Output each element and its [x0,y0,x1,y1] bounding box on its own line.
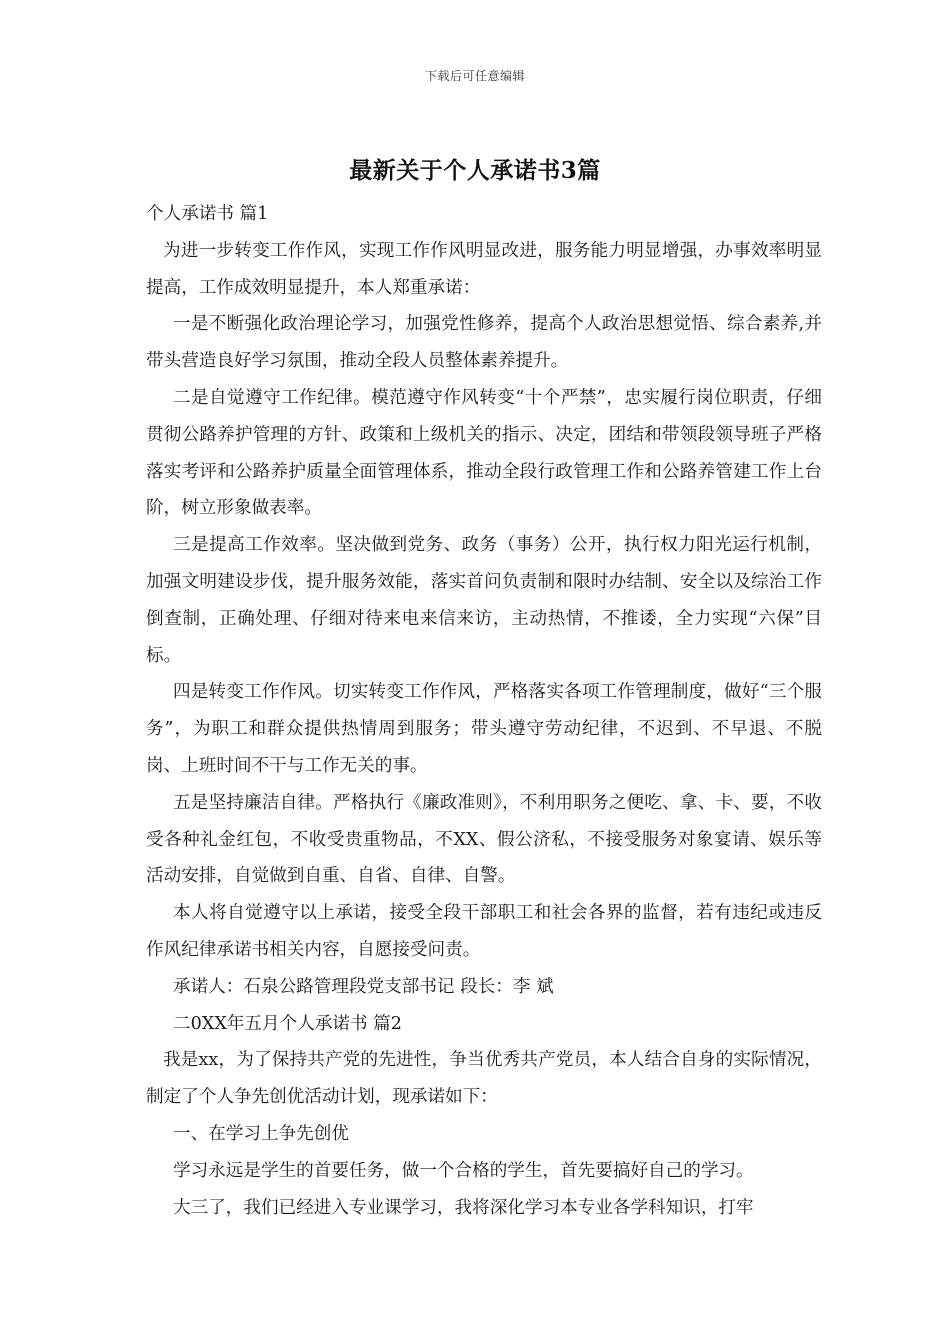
paragraph: 一是不断强化政治理论学习，加强党性修养，提高个人政治思想觉悟、综合素养,并带头营造良好学习氛围，推动全段人员整体素养提升。 [146,314,822,372]
document-title: 最新关于个人承诺书3篇 [349,157,601,184]
paragraph: 五是坚持廉洁自律。严格执行《廉政准则》，不利用职务之便吃、拿、卡、要，不收受各种礼金红包，不收受贵重物品，不XX、假公济私，不接受服务对象宴请、娱乐等活动安排，自觉做到自重、自省、自律、自警。 [146,792,822,887]
paragraph: 三是提高工作效率。坚决做到党务、政务（事务）公开，执行权力阳光运行机制，加强文明建设步伐，提升服务效能，落实首问负责制和限时办结制、安全以及综治工作倒查制，正确处理、仔细对待来电来信来访，主动热情，不推诿，全力实现“六保”目标。 [146,535,822,666]
paragraph: 学习永远是学生的首要任务，做一个合格的学生，首先要搞好自己的学习。 [173,1160,754,1181]
paragraph: 二是自觉遵守工作纪律。模范遵守作风转变“十个严禁”，忠实履行岗位职责，仔细贯彻公路养护管理的方针、政策和上级机关的指示、决定，团结和带领段领导班子严格落实考评和公路养护质量全面管理体系，推动全段行政管理工作和公路养管建工作上台阶，树立形象做表率。 [146,387,822,519]
header-note: 下载后可任意编辑 [424,69,525,83]
paragraph: 为进一步转变工作作风，实现工作作风明显改进，服务能力明显增强，办事效率明显提高，工作成效明显提升，本人郑重承诺： [146,240,822,298]
section-heading: 个人承诺书 篇1 [146,204,269,224]
signature-line: 承诺人：石泉公路管理段党支部书记 段长：李 斌 [173,976,554,997]
document-body [146,196,822,1226]
paragraph: 大三了，我们已经进入专业课学习，我将深化学习本专业各学科知识，打牢 [173,1197,754,1218]
section-heading: 二0XX年五月个人承诺书 篇2 [173,1013,402,1034]
paragraph: 本人将自觉遵守以上承诺，接受全段干部职工和社会各界的监督，若有违纪或违反作风纪律承诺书相关内容，自愿接受问责。 [146,903,822,960]
paragraph: 四是转变工作作风。切实转变工作作风，严格落实各项工作管理制度，做好“三个服务”，为职工和群众提供热情周到服务；带头遵守劳动纪律，不迟到、不早退、不脱岗、上班时间不干与工作无关的事。 [146,682,822,776]
paragraph: 我是xx，为了保持共产党的先进性，争当优秀共产党员，本人结合自身的实际情况，制定了个人争先创优活动计划，现承诺如下： [146,1050,822,1108]
subsection-heading: 一、在学习上争先创优 [173,1123,349,1144]
